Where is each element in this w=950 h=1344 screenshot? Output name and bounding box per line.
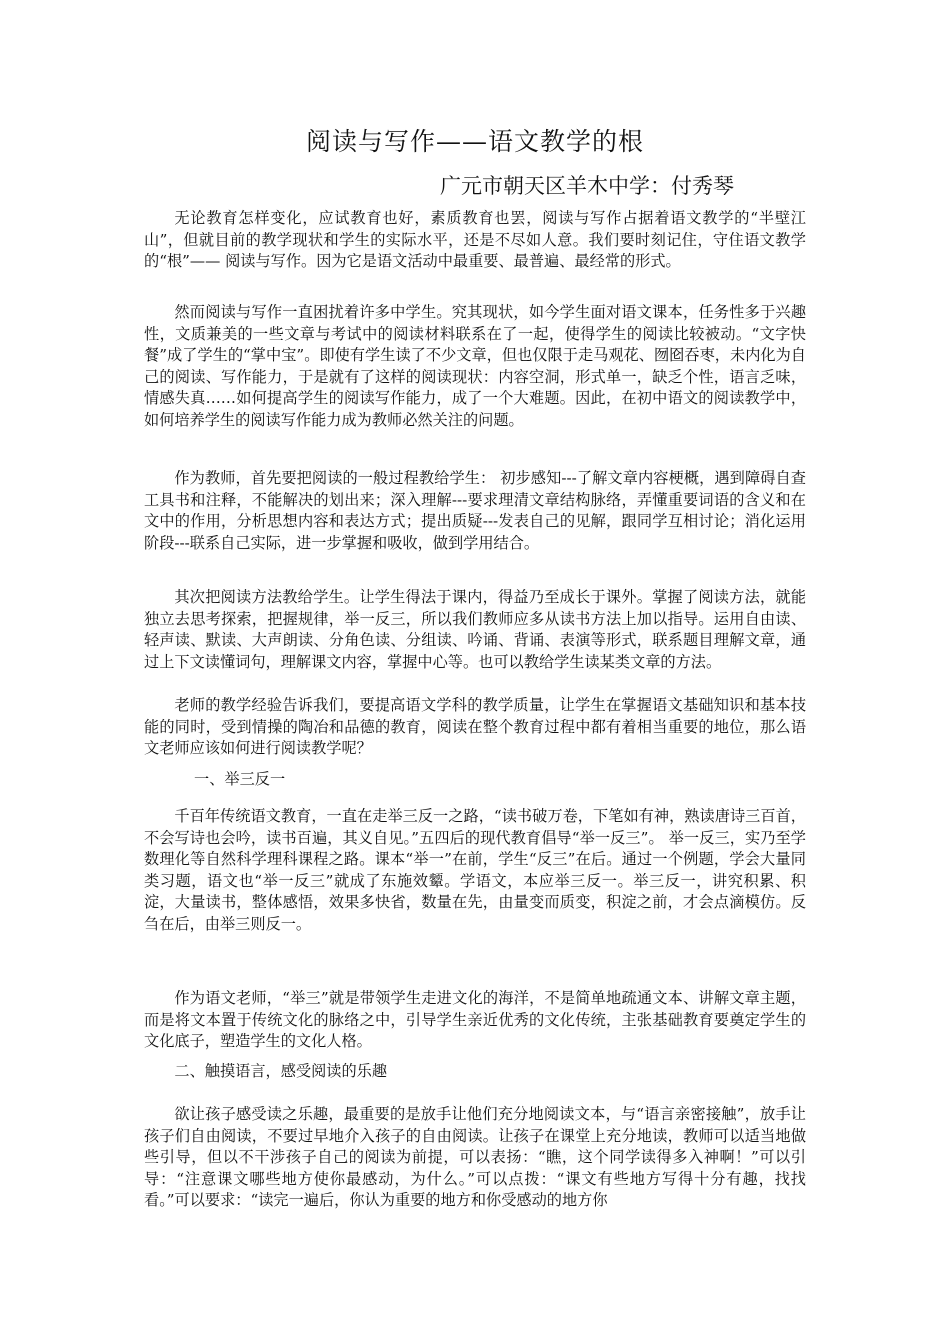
section-heading: 二、触摸语言，感受阅读的乐趣: [174, 1062, 388, 1080]
document-title: 阅读与写作——语文教学的根: [305, 127, 644, 156]
paragraph: 老师的教学经验告诉我们，要提高语文学科的教学质量，让学生在掌握语文基础知识和基本技能的同时，受到情操的陶冶和品德的教育，阅读在整个教育过程中都有着相当重要的地位，那么语文老师应该如何进行阅读教学呢？: [144, 696, 806, 758]
document-author: 广元市朝天区羊木中学：付秀琴: [440, 174, 734, 198]
paragraph: 欲让孩子感受读之乐趣，最重要的是放手让他们充分地阅读文本，与“语言亲密接触”，放手让孩子们自由阅读，不要过早地介入孩子的自由阅读。让孩子在课堂上充分地读，教师可以适当地做些引导，但以不干涉孩子自己的阅读为前提，可以表扬：“瞧，这个同学读得多入神啊！”可以引导：“注意课文哪些地方使你最感动，为什么。”可以点拨：“课文有些地方写得十分有趣，找找看。”可以要求：“读完一遍后，你认为重要的地方和你受感动的地方你: [144, 1105, 806, 1210]
paragraph: 然而阅读与写作一直困扰着许多中学生。究其现状，如今学生面对语文课本，任务性多于兴趣性，文质兼美的一些文章与考试中的阅读材料联系在了一起，使得学生的阅读比较被动。“文字快餐”成了学生的“掌中宝”。即使有学生读了不少文章，但也仅限于走马观花、囫囵吞枣，未内化为自己的阅读、写作能力，于是就有了这样的阅读现状：内容空洞，形式单一，缺乏个性，语言乏味，情感失真……如何提高学生的阅读写作能力，成了一个大难题。因此，在初中语文的阅读教学中，如何培养学生的阅读写作能力成为教师必然关注的问题。: [144, 303, 806, 429]
paragraph: 作为教师，首先要把阅读的一般过程教给学生： 初步感知---了解文章内容梗概，遇到障碍自查工具书和注释，不能解决的划出来；深入理解---要求理清文章结构脉络，弄懂重要词语的含义和在文中的作用，分析思想内容和表达方式；提出质疑---发表自己的见解，跟同学互相讨论；消化运用阶段---联系自己实际，进一步掌握和吸收，做到学用结合。: [144, 469, 806, 552]
paragraph: 作为语文老师，“举三”就是带领学生走进文化的海洋，不是简单地疏通文本、讲解文章主题，而是将文本置于传统文化的脉络之中，引导学生亲近优秀的文化传统，主张基础教育要奠定学生的文化底子，塑造学生的文化人格。: [144, 989, 806, 1051]
paragraph: 其次把阅读方法教给学生。让学生得法于课内，得益乃至成长于课外。掌握了阅读方法，就能独立去思考探索，把握规律，举一反三，所以我们教师应多从读书方法上加以指导。运用自由读、轻声读、默读、大声朗读、分角色读、分组读、吟诵、背诵、表演等形式，联系题目理解文章，通过上下文读懂词句，理解课文内容，掌握中心等。也可以教给学生读某类文章的方法。: [144, 588, 806, 671]
paragraph: 无论教育怎样变化，应试教育也好，素质教育也罢，阅读与写作占据着语文教学的“半壁江山”，但就目前的教学现状和学生的实际水平，还是不尽如人意。我们要时刻记住，守住语文教学的“根”—— 阅读与写作。因为它是语文活动中最重要、最普遍、最经常的形式。: [144, 209, 806, 271]
paragraph: 千百年传统语文教育，一直在走举三反一之路，“读书破万卷，下笔如有神，熟读唐诗三百首，不会写诗也会吟，读书百遍，其义自见。”五四后的现代教育倡导“举一反三”。 举一反三，实乃至学数理化等自然科学理科课程之路。课本“举一”在前，学生“反三”在后。通过一个例题，学会大量同类习题，语文也“举一反三”就成了东施效颦。学语文，本应举三反一。举三反一，讲究积累、积淀，大量读书，整体感悟，效果多快省，数量在先，由量变而质变，积淀之前，才会点滴模仿。反刍在后，由举三则反一。: [144, 807, 806, 933]
section-heading: 一、举三反一: [194, 770, 286, 788]
